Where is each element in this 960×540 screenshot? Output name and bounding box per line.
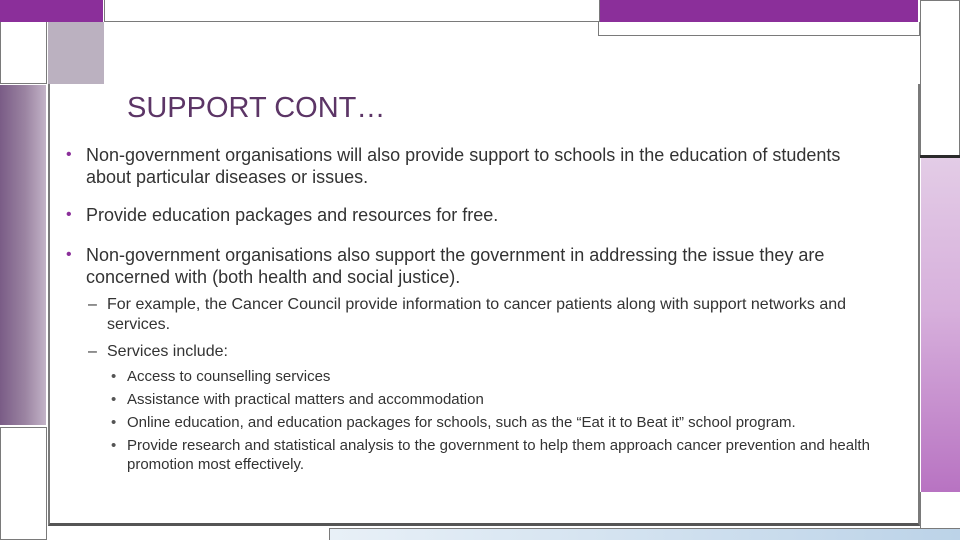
bullet-marker: • — [66, 146, 72, 163]
service-item — [111, 390, 881, 409]
service-text: Assistance with practical matters and accommodation — [127, 391, 484, 408]
sub-bullet-text: Services include: — [107, 343, 228, 360]
bullet-marker: • — [66, 206, 72, 223]
service-item — [111, 436, 881, 474]
sub-bullet-item — [88, 342, 908, 362]
bullet-item — [66, 204, 866, 226]
bullet-item — [66, 244, 866, 288]
sub-bullet-item — [88, 295, 908, 335]
service-item — [111, 413, 881, 432]
bullet-item — [66, 144, 866, 188]
decor-bottom-left-panel — [48, 528, 330, 540]
bullet-text: Non-government organisations also support the government in addressing the issue they are concerned with (both health and social justice). — [86, 245, 825, 287]
service-text: Access to counselling services — [127, 368, 331, 385]
decor-left-bottom-panel — [0, 427, 47, 540]
bullet-text: Non-government organisations will also provide support to schools in the education of students about particular diseases or issues. — [86, 145, 841, 187]
service-text: Online education, and education packages for schools, such as the “Eat it to Beat it” school program. — [127, 414, 796, 431]
bullet-marker: • — [111, 437, 117, 454]
decor-top-right-purple-bar — [600, 0, 918, 22]
bullet-marker: • — [111, 368, 117, 385]
decor-top-right-panel — [598, 22, 920, 36]
dash-marker: – — [88, 296, 97, 313]
bullet-text: Provide education packages and resources for free. — [86, 205, 499, 225]
decor-right-top-panel — [920, 0, 960, 156]
decor-bottom-blue-bar — [330, 528, 960, 540]
service-text: Provide research and statistical analysis to the government to help them approach cancer prevention and health promotion most effectively. — [127, 437, 870, 473]
bullet-marker: • — [66, 246, 72, 263]
decor-top-left-purple-bar — [0, 0, 103, 22]
service-item — [111, 367, 881, 386]
decor-left-purple-panel — [0, 85, 46, 425]
slide-title: SUPPORT CONT… — [127, 92, 386, 124]
dash-marker: – — [88, 343, 97, 360]
decor-right-pink-panel — [921, 158, 960, 492]
decor-top-frame — [104, 0, 600, 22]
bullet-marker: • — [111, 414, 117, 431]
bullet-marker: • — [111, 391, 117, 408]
sub-bullet-text: For example, the Cancer Council provide information to cancer patients along with support networks and services. — [107, 296, 847, 333]
decor-top-gray-block — [48, 22, 104, 84]
